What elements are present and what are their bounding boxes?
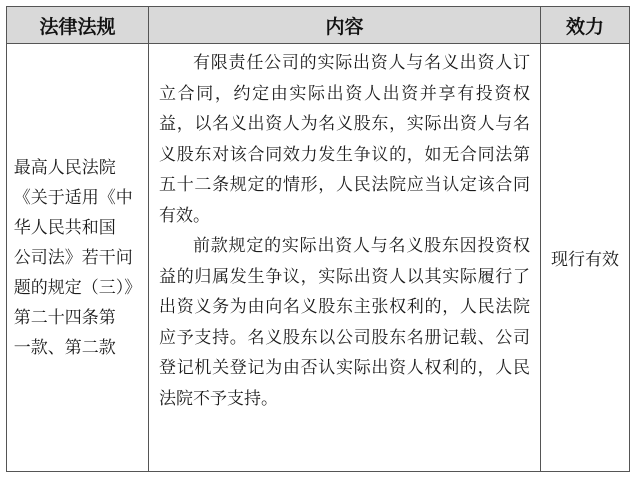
header-law: 法律法规 <box>7 7 149 43</box>
header-content: 内容 <box>149 7 541 43</box>
header-effect: 效力 <box>565 15 604 38</box>
effect-cell <box>541 44 629 471</box>
effect-status: 现行有效 <box>551 250 619 270</box>
content-paragraph-1: 有限责任公司的实际出资人与名义出资人订立合同，约定由实际出资人出资并享有投资权益，以名义出资人为名义股东，实际出资人与名义股东对该合同效力发生争议的，如无合同法第五十二条规定的情形，人民法院应当认定该合同有效。 <box>159 53 530 226</box>
law-table <box>6 6 630 472</box>
content-cell <box>149 44 541 471</box>
table-header <box>7 7 629 44</box>
table-row <box>7 44 629 471</box>
law-name: 最高人民法院 《关于适用《中 华人民共和国 公司法》若干问 题的规定（三）》 第二十四条第 一款、第二款 <box>13 157 142 358</box>
content-paragraph-2: 前款规定的实际出资人与名义股东因投资权益的归属发生争议，实际出资人以其实际履行了出资义务为由向名义股东主张权利的，人民法院应予支持。名义股东以公司股东名册记载、公司登记机关登记为由否认实际出资人权利的，人民法院不予支持。 <box>159 236 530 409</box>
law-cell <box>7 44 149 471</box>
